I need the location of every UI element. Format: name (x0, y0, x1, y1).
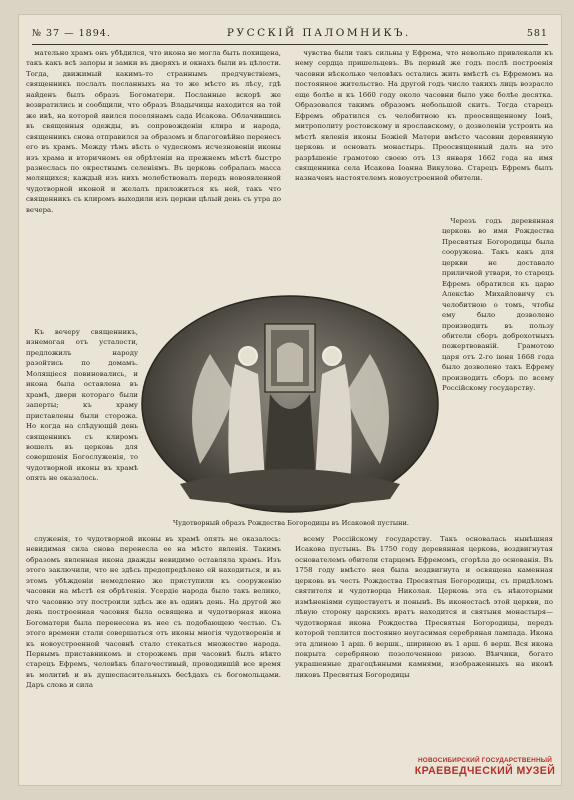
journal-title: РУССКІЙ ПАЛОМНИКЪ. (226, 27, 411, 39)
right-column-top (295, 48, 553, 215)
page-number: 581 (526, 27, 548, 39)
issue-number: № 37 — 1894. (32, 27, 111, 39)
left-column-narrow (26, 327, 138, 519)
stamp-line-1: НОВОСИБИРСКИЙ ГОСУДАРСТВЕННЫЙ (417, 757, 553, 764)
paragraph: служенія, то чудотворной иконы въ храмѣ опять не оказалось: невидимая сила снова перенесла ее на мѣсто явленія. Такимъ образомъ явленная икона дважды невидимо оставляла храмъ. Изъ этого заключили, что не здѣсь предопредѣлено ей находиться, и въ этомъ убѣжденіи немедленно же приступили къ сооруженію часовни на мѣстѣ ея обрѣтенія. Усердіе народа было такъ велико, что часовню эту построили здѣсь же въ одинъ день. На другой же день построенная часовня была освящена и чудотворная икона Богоматери была перенесена въ нее съ подобающею честью. Съ этого времени стали совершаться отъ иконы многія чудотворенія и къ новоустроенной часовнѣ стало стекаться множество народа. Первымъ приставникомъ и сторожемъ при часовнѣ былъ нѣкто старецъ Ефремъ, человѣкъ благочестивый, проводившій все время въ молитвѣ и въ душеспасительныхъ бесѣдахъ съ богомольцами. Даръ слова и сила (26, 535, 281, 690)
left-column-bottom (26, 534, 281, 784)
right-column-narrow (442, 216, 554, 516)
left-column-top (26, 48, 281, 326)
right-column-bottom (295, 534, 553, 756)
header-rule (32, 44, 548, 45)
illustration-caption: Чудотворный образъ Рождества Богородицы въ Исаковой пустыни. (172, 519, 410, 527)
icon-engraving (140, 294, 440, 514)
stamp-line-2: КРАЕВЕДЧЕСКИЙ МУЗЕЙ (414, 765, 556, 777)
paragraph: всему Россійскому государству. Такъ основалась нынѣшняя Исакова пустынь. Въ 1750 году деревянная церковь, воздвигнутая основателемъ обители старцемъ Ефремомъ, сгорѣла до основанія. Въ 1758 году вмѣсто нея была воздвигнута и освящена каменная церковь въ честь Рождества Пресвятыя Богородицы, съ придѣломъ святителя и чудотворца Николая. Церковь эта съ нѣкоторыми измѣненіями существуетъ и понынѣ. Въ иконостасѣ этой церкви, по лѣвую сторону царскихъ вратъ находится и святыня монастыря—чудотворная икона Рождества Пресвятыя Богородицы, передъ которой теплится постоянно неугасимая серебряная лампада. Икона эта длиною 1 арш. 6 вершк., шириною въ 1 арш. 6 верш. Вся икона покрыта серебряною позолоченною ризою. Вѣнчики, богато украшенные драгоцѣнными камнями, изображенныхъ на иконѣ ликовъ Пресвятыя Богородицы (295, 535, 553, 679)
document-page (18, 14, 562, 786)
paragraph: мательно храмъ онъ убѣдился, что икона не могла быть похищена, такъ какъ всѣ запоры и замки въ дверяхъ и окнахъ были въ цѣлости. Тогда, движимый какимъ-то страннымъ предчувствіемъ, священникъ послалъ посланныхъ на то же мѣсто въ лѣсу, гдѣ найденъ былъ образъ Богоматери. Посланные вскорѣ же возвратились и сообщили, что образъ Владычицы находится на той же ивѣ, на которой явился поселянамъ сада Исакова. Облачившись въ священныя одежды, въ сопровожденіи клира и народа, священникъ снова отправился за образомъ и благоговѣйно перенесъ его въ храмъ. Между тѣмъ вѣсть о чудесномъ исчезновеніи иконы изъ храма и вторичномъ ея обрѣтеніи на прежнемъ мѣстѣ быстро разнеслась по окрестнымъ селеніямъ. Въ церковь собралась масса молящихся; каждый изъ нихъ молебствовалъ передъ новоявленной чудотворной иконой и желалъ приложиться къ ней, такъ что священникъ съ клиромъ выходили изъ церкви цѣлый день съ утра до вечера. (26, 49, 281, 214)
paragraph: чувства были такъ сильны у Ефрема, что невольно привлекали къ нему сердца пришельцевъ. Въ первый же годъ послѣ построенія часовни нѣсколько человѣкъ остались жить вмѣстѣ съ Ефремомъ на постоянное жительство. На другой годъ число такихъ лицъ возрасло еще болѣе и къ 1660 году около часовни было уже болѣе десятка. Образовался такимъ образомъ небольшой скитъ. Тогда старецъ Ефремъ обратился съ челобитною къ преосвященному Іонѣ, митрополиту ростовскому и ярославскому, о дозволеніи устроить на мѣстѣ явленія иконы Божіей Матери вмѣсто часовни деревянную церковь и основать монастырь. Преосвященный далъ на это разрѣшеніе грамотою своею отъ 13 января 1662 года на имя священника села Исакова Іоанна Викулова. Старецъ Ефремъ былъ назначенъ настоятелемъ новоустроенной обители. (295, 49, 553, 183)
page-header (32, 24, 548, 42)
paragraph: Черезъ годъ деревянная церковь во имя Рождества Пресвятыя Богородицы была сооружена. Такъ какъ для церкви не доставало приличной утвари, то старецъ Ефремъ обратился къ царю Алексѣю Михайловичу съ челобитною о томъ, чтобы ему было дозволено производить въ пользу обители сборъ доброхотныхъ пожертвованій. Грамотою царя отъ 2-го іюня 1668 года было дозволено такъ Ефрему производить сборъ по всему Россійскому государству. (442, 217, 554, 393)
paragraph: Къ вечеру священникъ, изнемогая отъ усталости, предложилъ народу разойтись по домамъ. Молящіеся повиновались, и икона была оставлена въ храмѣ, двери котораго были заперты; къ храму приставлены были сторожа. Но когда на слѣдующій день священникъ съ клиромъ вошелъ въ церковь для совершенія Богослуженія, то чудотворной иконы въ храмѣ опять не оказалось. (26, 328, 138, 483)
museum-stamp (410, 757, 560, 783)
